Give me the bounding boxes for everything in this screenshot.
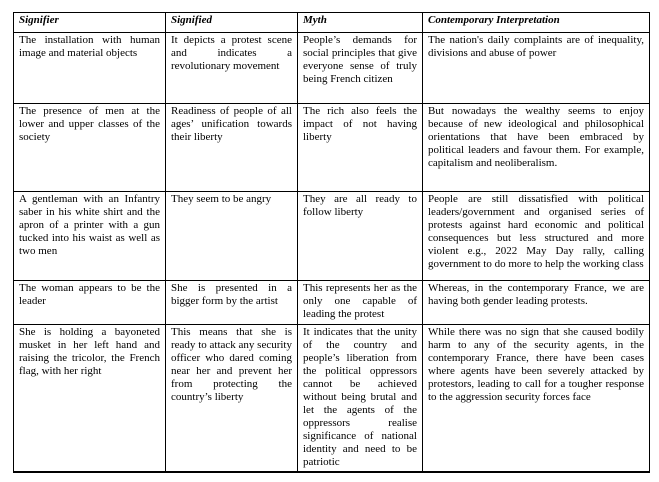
cell-contemporary-interpretation: The nation's daily complaints are of inequality, divisions and abuse of power xyxy=(423,33,650,104)
cell-signified: They seem to be angry xyxy=(166,192,298,281)
column-header-signified: Signified xyxy=(166,13,298,33)
cell-myth: The rich also feels the impact of not having liberty xyxy=(298,104,423,192)
column-header-myth: Myth xyxy=(298,13,423,33)
column-header-contemporary-interpretation: Contemporary Interpretation xyxy=(423,13,650,33)
column-header-signifier: Signifier xyxy=(14,13,166,33)
cell-signifier: The installation with human image and material objects xyxy=(14,33,166,104)
cell-contemporary-interpretation: People are still dissatisfied with political leaders/government and organised series of protests against hard economic and political consequences but less structured and more violent e.g., 2022 May Day rally, calling government to do more to help the working class xyxy=(423,192,650,281)
table-header-row xyxy=(14,13,650,33)
table-row xyxy=(14,33,650,104)
cell-signified: This means that she is ready to attack any security officer who dared coming near her and prevent her from protecting the country’s liberty xyxy=(166,325,298,473)
table-row xyxy=(14,104,650,192)
cell-signifier: She is holding a bayoneted musket in her left hand and raising the tricolor, the French flag, with her right xyxy=(14,325,166,473)
cell-myth: It indicates that the unity of the country and people’s liberation from the political oppressors cannot be achieved without being brutal and let the agents of the oppressors realise significance of national identity and need to be patriotic xyxy=(298,325,423,473)
cell-myth: This represents her as the only one capable of leading the protest xyxy=(298,281,423,325)
cell-signified: She is presented in a bigger form by the artist xyxy=(166,281,298,325)
cell-contemporary-interpretation: Whereas, in the contemporary France, we are having both gender leading protests. xyxy=(423,281,650,325)
cell-contemporary-interpretation: While there was no sign that she caused bodily harm to any of the security agents, in the contemporary France, there have been cases where agents have been severely attacked by protestors, leading to call for a tougher response to the aggression security forces face xyxy=(423,325,650,473)
table-row xyxy=(14,281,650,325)
cell-signifier: A gentleman with an Infantry saber in his white shirt and the apron of a printer with a gun tucked into his waist as well as two men xyxy=(14,192,166,281)
table-row xyxy=(14,325,650,473)
cell-contemporary-interpretation: But nowadays the wealthy seems to enjoy because of new ideological and philosophical orientations that have been embraced by political leaders and favour them. For example, capitalism and neoliberalism. xyxy=(423,104,650,192)
table-row xyxy=(14,192,650,281)
cell-myth: They are all ready to follow liberty xyxy=(298,192,423,281)
cell-signified: Readiness of people of all ages’ unification towards their liberty xyxy=(166,104,298,192)
cell-signifier: The presence of men at the lower and upper classes of the society xyxy=(14,104,166,192)
cell-signifier: The woman appears to be the leader xyxy=(14,281,166,325)
cell-signified: It depicts a protest scene and indicates a revolutionary movement xyxy=(166,33,298,104)
cell-myth: People’s demands for social principles that give everyone sense of truly being French citizen xyxy=(298,33,423,104)
semiotic-analysis-table xyxy=(13,12,650,473)
